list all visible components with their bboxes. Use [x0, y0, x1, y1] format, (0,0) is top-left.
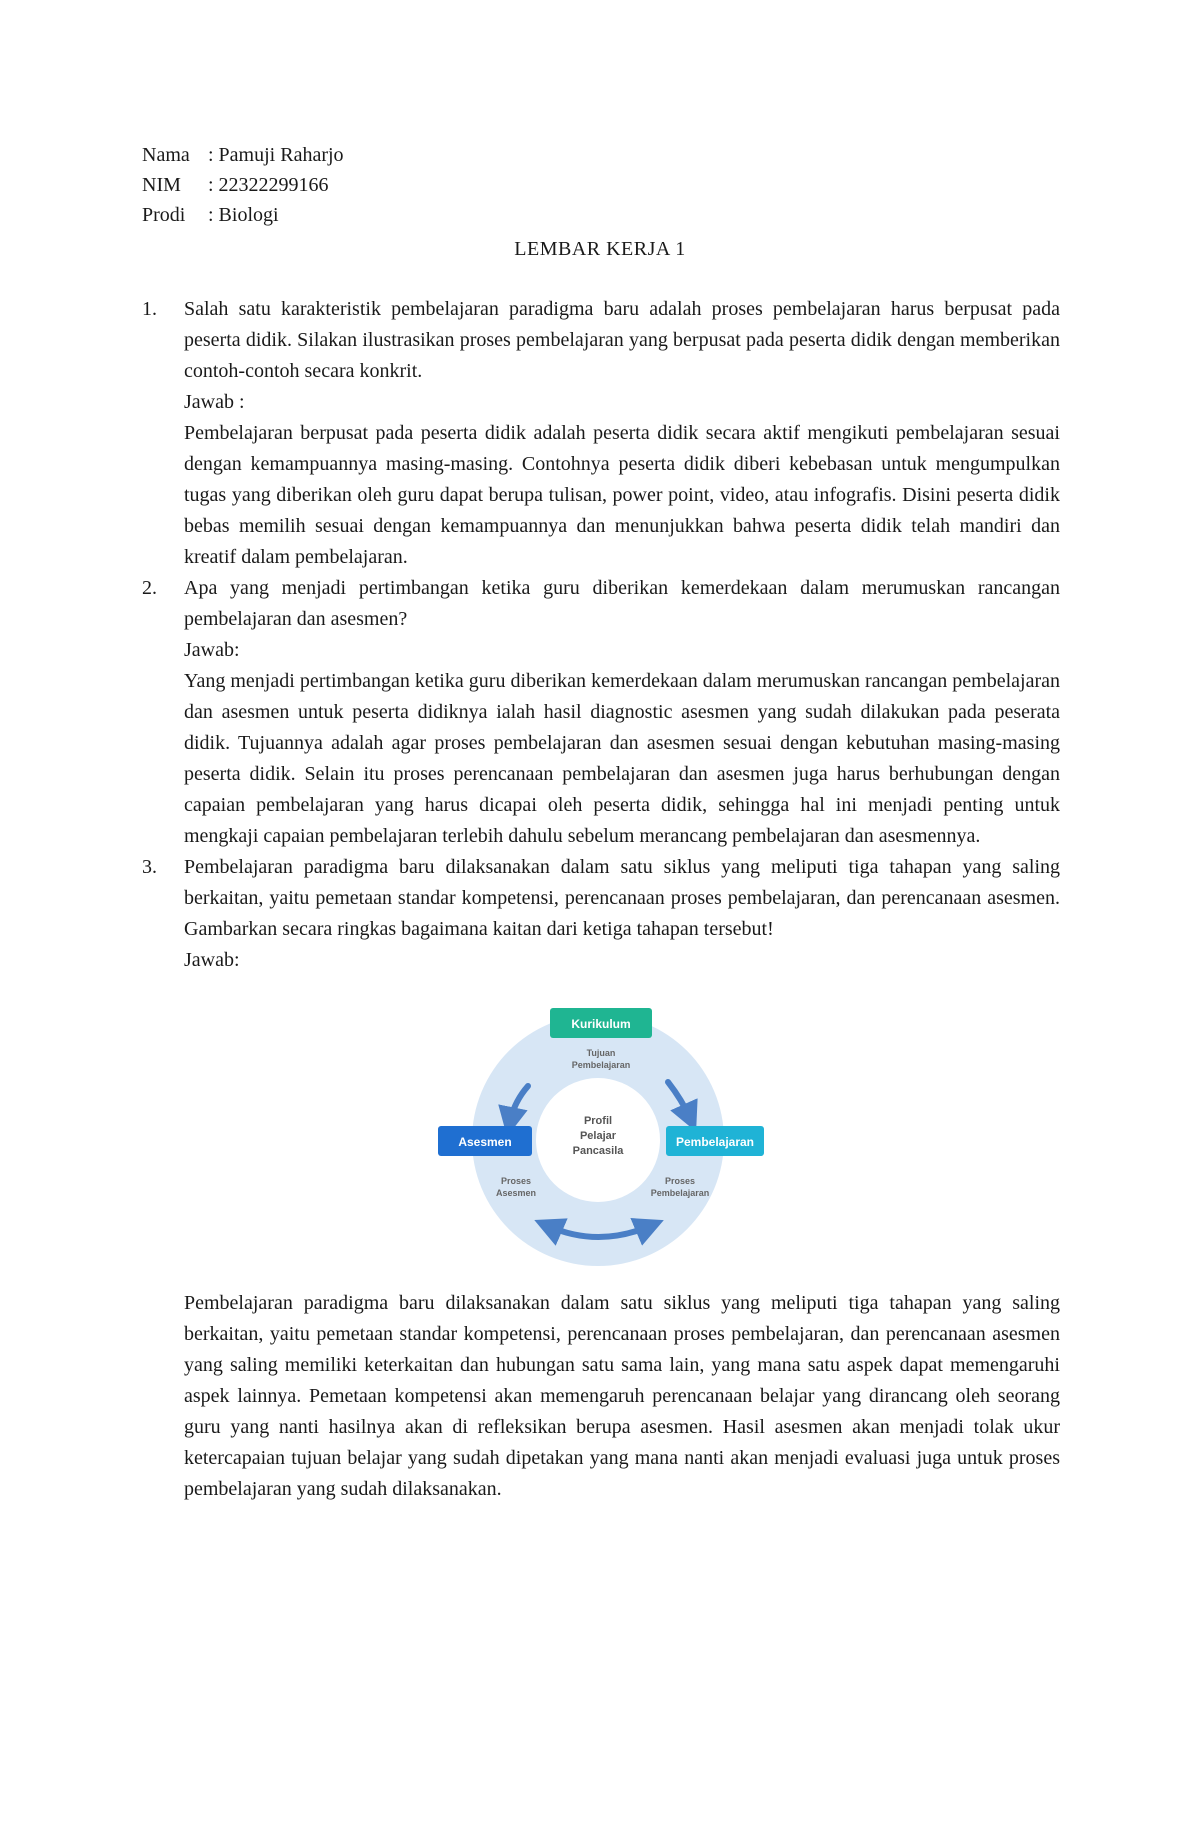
- answer-text: Yang menjadi pertimbangan ketika guru diberikan kemerdekaan dalam merumuskan rancangan pembelajaran dan asesmen untuk peserta didiknya ialah hasil diagnostic asesmen yang sudah dilakukan pada peserata didik. Tujuannya adalah agar proses pembelajaran dan asesmen sesuai dengan kebutuhan masing-masing peserta didik. Selain itu proses perencanaan pembelajaran dan asesmen juga harus berhubungan dengan capaian pembelajaran yang harus dicapai oleh peserta didik, sehingga hal ini menjadi penting untuk mengkaji capaian pembelajaran terlebih dahulu sebelum merancang pembelajaran dan asesmennya.: [184, 670, 1060, 847]
- question-number: 1.: [142, 298, 157, 320]
- document-title: LEMBAR KERJA 1: [514, 238, 686, 260]
- question-text: Apa yang menjadi pertimbangan ketika guru diberikan kemerdekaan dalam merumuskan rancangan pembelajaran dan asesmen?: [184, 577, 1060, 630]
- info-label: Nama: [142, 144, 190, 166]
- question-item-1: [142, 294, 1060, 573]
- cycle-diagram: [418, 990, 778, 1280]
- student-info: [142, 140, 344, 230]
- info-value: : Biologi: [208, 204, 279, 226]
- cycle-diagram-svg: [418, 990, 778, 1280]
- info-row-prodi: [142, 200, 344, 230]
- box-pembelajaran-label: Pembelajaran: [675, 1135, 755, 1149]
- question-text: Salah satu karakteristik pembelajaran paradigma baru adalah proses pembelajaran harus berpusat pada peserta didik. Silakan ilustrasikan proses pembelajaran yang berpusat pada peserta didik dengan memberikan contoh-contoh secara konkrit.: [184, 298, 1060, 382]
- answer-label: Jawab :: [184, 391, 245, 413]
- ring-label-right-line2: Pembelajaran: [650, 1188, 710, 1198]
- info-label: NIM: [142, 174, 181, 196]
- ring-label-left-line2: Asesmen: [495, 1188, 537, 1198]
- box-kurikulum-label: Kurikulum: [571, 1017, 631, 1031]
- box-asesmen-label: Asesmen: [458, 1135, 512, 1149]
- ring-label-left-line1: Proses: [500, 1176, 532, 1186]
- info-row-nim: [142, 170, 344, 200]
- ring-label-right-line1: Proses: [664, 1176, 696, 1186]
- ring-label-top-line1: Tujuan: [586, 1048, 616, 1058]
- answer-label: Jawab:: [184, 949, 240, 971]
- answer-text: Pembelajaran paradigma baru dilaksanakan dalam satu siklus yang meliputi tiga tahapan yang saling berkaitan, yaitu pemetaan standar kompetensi, perencanaan proses pembelajaran, dan perencanaan asesmen yang saling memiliki keterkaitan dan hubungan satu sama lain, yang mana satu aspek dapat memengaruhi aspek lainnya. Pemetaan kompetensi akan memengaruh perencanaan belajar yang dirancang oleh seorang guru yang nanti hasilnya akan di refleksikan berupa asesmen. Hasil asesmen akan menjadi tolak ukur ketercapaian tujuan belajar yang sudah dipetakan yang mana nanti akan menjadi evaluasi juga untuk proses pembelajaran yang sudah dilaksanakan.: [184, 1292, 1060, 1500]
- question-text: Pembelajaran paradigma baru dilaksanakan dalam satu siklus yang meliputi tiga tahapan yang saling berkaitan, yaitu pemetaan standar kompetensi, perencanaan proses pembelajaran, dan perencanaan asesmen. Gambarkan secara ringkas bagaimana kaitan dari ketiga tahapan tersebut!: [184, 856, 1060, 940]
- info-row-nama: [142, 140, 344, 170]
- question-number: 3.: [142, 856, 157, 878]
- info-label: Prodi: [142, 204, 186, 226]
- question-number: 2.: [142, 577, 157, 599]
- question-item-3: [142, 852, 1060, 1505]
- center-label-line1: Profil: [583, 1115, 613, 1127]
- question-item-2: [142, 573, 1060, 852]
- center-label-line2: Pelajar: [579, 1130, 617, 1142]
- questions-list: [142, 294, 1060, 1505]
- info-value: : 22322299166: [208, 174, 329, 196]
- ring-label-top-line2: Pembelajaran: [571, 1060, 631, 1070]
- answer-label: Jawab:: [184, 639, 240, 661]
- info-value: : Pamuji Raharjo: [208, 144, 344, 166]
- center-label-line3: Pancasila: [572, 1145, 624, 1157]
- answer-text: Pembelajaran berpusat pada peserta didik adalah peserta didik secara aktif mengikuti pembelajaran sesuai dengan kemampuannya masing-masing. Contohnya peserta didik diberi kebebasan untuk mengumpulkan tugas yang diberikan oleh guru dapat berupa tulisan, power point, video, atau infografis. Disini peserta didik bebas memilih sesuai dengan kemampuannya dan menunjukkan bahwa peserta didik telah mandiri dan kreatif dalam pembelajaran.: [184, 422, 1060, 568]
